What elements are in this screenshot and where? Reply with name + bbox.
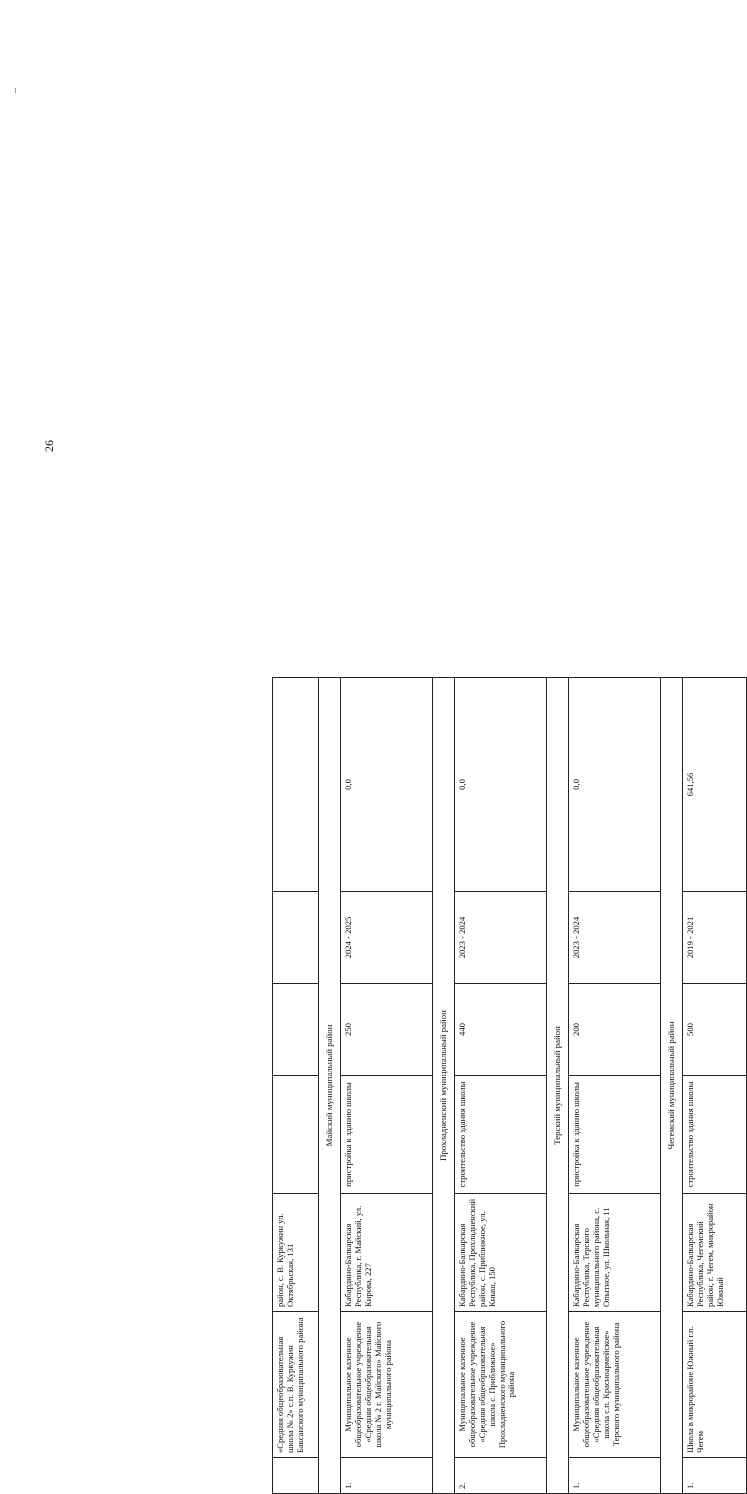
address: район, с. В. Куркужин ул. Октябрьская, 131 (273, 1194, 319, 1312)
school-construction-table (272, 678, 728, 1494)
table-row (455, 678, 547, 1494)
row-number: 1. (341, 1458, 433, 1494)
row-number: 1. (683, 1458, 747, 1494)
address: Кабардино-Балкарская Республика, г. Майский, ул. Кирова, 227 (341, 1194, 433, 1312)
region-label: Чегемский муниципальный район (661, 678, 683, 1494)
region-row (661, 678, 683, 1494)
table-row (569, 678, 661, 1494)
period: 2023 - 2024 (569, 892, 661, 984)
table-row (273, 678, 319, 1494)
capacity: 250 (341, 984, 433, 1076)
institution-name: Школа в микрорайоне Южный г.п. Чегем (683, 1312, 747, 1458)
address: Кабардино-Балкарская Республика, Терского муниципального района, с. Опытное, ул. Школьная, 11 (569, 1194, 661, 1312)
row-number: 2. (455, 1458, 547, 1494)
region-label: Прохладненский муниципальный район (433, 678, 455, 1494)
address: Кабардино-Балкарская Республика, Чегемский район, г. Чегем, микрорайон Южный (683, 1194, 747, 1312)
region-label: Майский муниципальный район (319, 678, 341, 1494)
address: Кабардино-Балкарская Республика, Прохладненский район, с. Приближное, ул. Кныш, 150 (455, 1194, 547, 1312)
cost: 641,56 (683, 678, 747, 892)
institution-name: Муниципальное казенное общеобразовательное учреждение «Средняя общеобразовательная школа с.п. Красноармейское» Терского муниципального района (569, 1312, 661, 1458)
capacity (273, 984, 319, 1076)
period: 2023 - 2024 (455, 892, 547, 984)
work-type: пристройка к зданию школы (341, 1076, 433, 1194)
institution-name: Муниципальное казенное общеобразовательное учреждение «Средняя общеобразовательная школа с. Приближное» Прохладненского муниципального района (455, 1312, 547, 1458)
cost: 0,0 (341, 678, 433, 892)
cost: 0,0 (455, 678, 547, 892)
region-row (433, 678, 455, 1494)
work-type: строительство здания школы (683, 1076, 747, 1194)
capacity: 500 (683, 984, 747, 1076)
period (273, 892, 319, 984)
cost (273, 678, 319, 892)
capacity: 200 (569, 984, 661, 1076)
work-type: строительство здания школы (455, 1076, 547, 1194)
institution-name: «Средняя общеобразовательная школа № 2» с.п. В. Куркужин Баксанского муниципального района (273, 1312, 319, 1458)
region-row (319, 678, 341, 1494)
period: 2019 - 2021 (683, 892, 747, 984)
row-number: 1. (569, 1458, 661, 1494)
capacity: 440 (455, 984, 547, 1076)
table-row (683, 678, 747, 1494)
work-type (273, 1076, 319, 1194)
table-row (341, 678, 433, 1494)
page-number: 26 (42, 440, 56, 452)
work-type: пристройка к зданию школы (569, 1076, 661, 1194)
cost: 0,0 (569, 678, 661, 892)
period: 2024 - 2025 (341, 892, 433, 984)
region-label: Терский муниципальный район (547, 678, 569, 1494)
institution-name: Муниципальное казенное общеобразовательное учреждение «Средняя общеобразовательная школа № 2 г. Майского» Майского муниципального района (341, 1312, 433, 1458)
region-row (547, 678, 569, 1494)
row-number (273, 1458, 319, 1494)
scan-artifact (15, 88, 16, 93)
